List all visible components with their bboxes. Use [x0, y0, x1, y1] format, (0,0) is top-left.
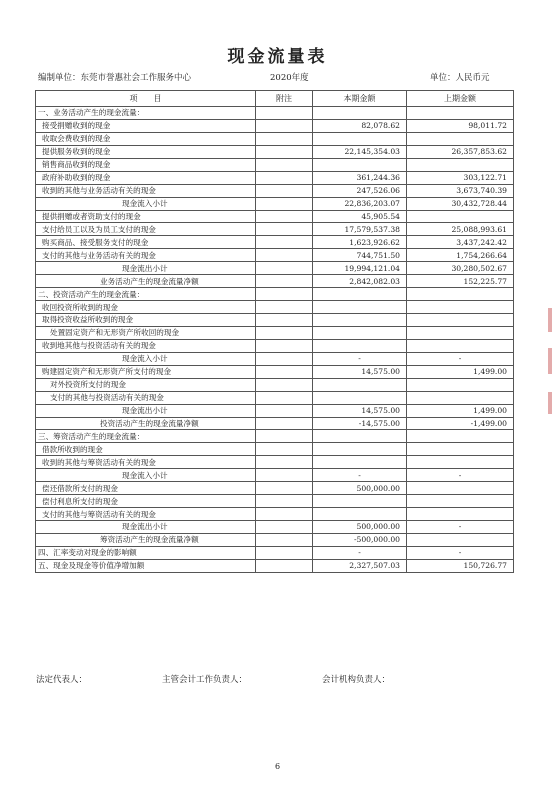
row-note [256, 417, 313, 430]
row-previous-amount [407, 430, 514, 443]
row-note [256, 184, 313, 197]
row-previous-amount: 1,754,266.64 [407, 249, 514, 262]
row-current-amount [313, 495, 407, 508]
row-note [256, 145, 313, 158]
row-current-amount: - [313, 546, 407, 559]
row-previous-amount: 152,225.77 [407, 275, 514, 288]
row-previous-amount: 150,726.77 [407, 559, 514, 572]
table-row [36, 171, 514, 184]
row-current-amount [313, 391, 407, 404]
row-previous-amount: - [407, 521, 514, 534]
row-previous-amount [407, 443, 514, 456]
row-current-amount: 14,575.00 [313, 365, 407, 378]
table-row [36, 365, 514, 378]
row-label: 收回投资所收到的现金 [36, 301, 256, 314]
row-note [256, 378, 313, 391]
table-row [36, 559, 514, 572]
table-row [36, 262, 514, 275]
row-label: 对外投资所支付的现金 [36, 378, 256, 391]
table-row [36, 314, 514, 327]
row-current-amount: 1,623,926.62 [313, 236, 407, 249]
table-row [36, 301, 514, 314]
row-note [256, 326, 313, 339]
row-label: 购建固定资产和无形资产所支付的现金 [36, 365, 256, 378]
row-label: 收到的其他与业务活动有关的现金 [36, 184, 256, 197]
row-previous-amount: 25,088,993.61 [407, 223, 514, 236]
row-previous-amount: - [407, 352, 514, 365]
row-label: 五、现金及现金等价值净增加额 [36, 559, 256, 572]
table-row [36, 417, 514, 430]
row-current-amount [313, 443, 407, 456]
row-label: 接受捐赠收到的现金 [36, 119, 256, 132]
row-previous-amount: -1,499.00 [407, 417, 514, 430]
fiscal-year: 2020年度 [270, 73, 309, 83]
row-previous-amount [407, 301, 514, 314]
row-previous-amount [407, 326, 514, 339]
red-stamp-edge [548, 392, 552, 414]
red-stamp-edge [548, 348, 552, 374]
row-note [256, 559, 313, 572]
table-row [36, 378, 514, 391]
row-note [256, 495, 313, 508]
row-note [256, 469, 313, 482]
row-current-amount: 500,000.00 [313, 521, 407, 534]
row-label: 现金流出小计 [36, 262, 256, 275]
row-label: 业务活动产生的现金流量净额 [36, 275, 256, 288]
legal-representative-label: 法定代表人： [36, 675, 88, 685]
row-label: 收取会费收到的现金 [36, 132, 256, 145]
row-note [256, 197, 313, 210]
row-current-amount: 45,905.54 [313, 210, 407, 223]
row-current-amount [313, 339, 407, 352]
row-label: 销售商品收到的现金 [36, 158, 256, 171]
table-row [36, 210, 514, 223]
row-previous-amount: 26,357,853.62 [407, 145, 514, 158]
row-note [256, 158, 313, 171]
row-current-amount: 247,526.06 [313, 184, 407, 197]
row-current-amount: - [313, 352, 407, 365]
row-label: 现金流出小计 [36, 521, 256, 534]
row-note [256, 533, 313, 546]
row-current-amount [313, 132, 407, 145]
row-previous-amount [407, 314, 514, 327]
row-label: 借款所收到的现金 [36, 443, 256, 456]
row-previous-amount [407, 378, 514, 391]
row-current-amount: 19,994,121.04 [313, 262, 407, 275]
row-note [256, 430, 313, 443]
row-label: 一、业务活动产生的现金流量： [36, 107, 256, 120]
table-row [36, 443, 514, 456]
table-row [36, 521, 514, 534]
row-current-amount: 22,145,354.03 [313, 145, 407, 158]
row-label: 提供捐赠或者资助支付的现金 [36, 210, 256, 223]
row-note [256, 404, 313, 417]
row-previous-amount [407, 533, 514, 546]
row-note [256, 249, 313, 262]
row-label: 收到地其他与投资活动有关的现金 [36, 339, 256, 352]
table-row [36, 352, 514, 365]
row-label: 支付给员工以及为员工支付的现金 [36, 223, 256, 236]
row-previous-amount [407, 158, 514, 171]
row-note [256, 314, 313, 327]
row-current-amount: 361,244.36 [313, 171, 407, 184]
row-previous-amount: 30,280,502.67 [407, 262, 514, 275]
table-row [36, 223, 514, 236]
row-label: 偿付利息所支付的现金 [36, 495, 256, 508]
row-note [256, 262, 313, 275]
row-previous-amount: 30,432,728.44 [407, 197, 514, 210]
table-row [36, 326, 514, 339]
row-previous-amount: 1,499.00 [407, 365, 514, 378]
row-previous-amount [407, 132, 514, 145]
row-label: 支付的其他与投资活动有关的现金 [36, 391, 256, 404]
table-row [36, 482, 514, 495]
row-current-amount [313, 326, 407, 339]
table-row [36, 533, 514, 546]
row-note [256, 275, 313, 288]
row-note [256, 171, 313, 184]
org-name: 编制单位：东莞市誉惠社会工作服务中心 [38, 73, 192, 83]
row-note [256, 132, 313, 145]
row-label: 投资活动产生的现金流量净额 [36, 417, 256, 430]
table-row [36, 546, 514, 559]
table-row [36, 197, 514, 210]
row-current-amount: -14,575.00 [313, 417, 407, 430]
row-current-amount: 82,078.62 [313, 119, 407, 132]
row-note [256, 107, 313, 120]
currency-unit: 单位：人民币元 [430, 73, 490, 83]
row-previous-amount: 98,011.72 [407, 119, 514, 132]
table-row [36, 339, 514, 352]
header-current: 本期金额 [313, 91, 407, 107]
row-note [256, 546, 313, 559]
row-previous-amount [407, 391, 514, 404]
table-row [36, 249, 514, 262]
row-note [256, 365, 313, 378]
row-note [256, 508, 313, 521]
row-note [256, 236, 313, 249]
row-note [256, 223, 313, 236]
table-row [36, 132, 514, 145]
row-current-amount [313, 378, 407, 391]
row-label: 提供服务收到的现金 [36, 145, 256, 158]
row-current-amount: 744,751.50 [313, 249, 407, 262]
row-label: 支付的其他与业务活动有关的现金 [36, 249, 256, 262]
row-label: 购买商品、接受服务支付的现金 [36, 236, 256, 249]
page-title: 现金流量表 [227, 47, 328, 67]
row-note [256, 443, 313, 456]
row-previous-amount [407, 456, 514, 469]
row-current-amount: 14,575.00 [313, 404, 407, 417]
table-row [36, 391, 514, 404]
header-previous: 上期金额 [407, 91, 514, 107]
row-current-amount: 500,000.00 [313, 482, 407, 495]
row-previous-amount [407, 288, 514, 301]
row-previous-amount [407, 508, 514, 521]
row-label: 现金流入小计 [36, 352, 256, 365]
row-previous-amount [407, 107, 514, 120]
row-current-amount: - [313, 469, 407, 482]
row-current-amount: 22,836,203.07 [313, 197, 407, 210]
header-item: 项 目 [36, 91, 256, 107]
row-label: 三、筹资活动产生的现金流量： [36, 430, 256, 443]
row-previous-amount [407, 339, 514, 352]
row-previous-amount [407, 495, 514, 508]
row-label: 处置固定资产和无形资产所收回的现金 [36, 326, 256, 339]
table-row [36, 184, 514, 197]
row-label: 收到的其他与筹资活动有关的现金 [36, 456, 256, 469]
row-current-amount: 17,579,537.38 [313, 223, 407, 236]
row-note [256, 456, 313, 469]
row-current-amount: 2,842,082.03 [313, 275, 407, 288]
row-label: 二、投资活动产生的现金流量： [36, 288, 256, 301]
row-note [256, 119, 313, 132]
row-current-amount [313, 158, 407, 171]
row-note [256, 391, 313, 404]
row-current-amount [313, 430, 407, 443]
table-row [36, 145, 514, 158]
row-label: 筹资活动产生的现金流量净额 [36, 533, 256, 546]
red-stamp-edge [548, 308, 552, 332]
row-previous-amount [407, 482, 514, 495]
row-note [256, 339, 313, 352]
table-header-row [36, 91, 514, 107]
row-current-amount [313, 456, 407, 469]
row-label: 四、汇率变动对现金的影响额 [36, 546, 256, 559]
row-label: 现金流入小计 [36, 197, 256, 210]
row-label: 现金流出小计 [36, 404, 256, 417]
row-label: 取得投资收益所收到的现金 [36, 314, 256, 327]
table-row [36, 288, 514, 301]
row-current-amount [313, 314, 407, 327]
row-previous-amount [407, 210, 514, 223]
row-current-amount: 2,327,507.03 [313, 559, 407, 572]
row-previous-amount: 1,499.00 [407, 404, 514, 417]
row-note [256, 301, 313, 314]
table-row [36, 456, 514, 469]
row-note [256, 482, 313, 495]
table-row [36, 469, 514, 482]
row-label: 现金流入小计 [36, 469, 256, 482]
table-row [36, 430, 514, 443]
table-row [36, 236, 514, 249]
row-note [256, 288, 313, 301]
table-row [36, 158, 514, 171]
accounting-head-label: 会计机构负责人： [322, 675, 391, 685]
table-row [36, 404, 514, 417]
cash-flow-table [35, 90, 514, 573]
row-previous-amount: 303,122.71 [407, 171, 514, 184]
row-current-amount [313, 107, 407, 120]
table-row [36, 119, 514, 132]
row-note [256, 210, 313, 223]
row-previous-amount: 3,437,242.42 [407, 236, 514, 249]
row-previous-amount: 3,673,740.39 [407, 184, 514, 197]
row-previous-amount: - [407, 469, 514, 482]
table-row [36, 107, 514, 120]
header-note: 附注 [256, 91, 313, 107]
row-current-amount [313, 288, 407, 301]
row-note [256, 352, 313, 365]
row-current-amount: -500,000.00 [313, 533, 407, 546]
row-label: 政府补助收到的现金 [36, 171, 256, 184]
table-row [36, 508, 514, 521]
row-previous-amount: - [407, 546, 514, 559]
table-row [36, 275, 514, 288]
accounting-supervisor-label: 主管会计工作负责人： [162, 675, 248, 685]
row-note [256, 521, 313, 534]
row-label: 支付的其他与筹资活动有关的现金 [36, 508, 256, 521]
row-current-amount [313, 508, 407, 521]
table-row [36, 495, 514, 508]
row-label: 偿还借款所支付的现金 [36, 482, 256, 495]
row-current-amount [313, 301, 407, 314]
page-number: 6 [274, 762, 281, 771]
